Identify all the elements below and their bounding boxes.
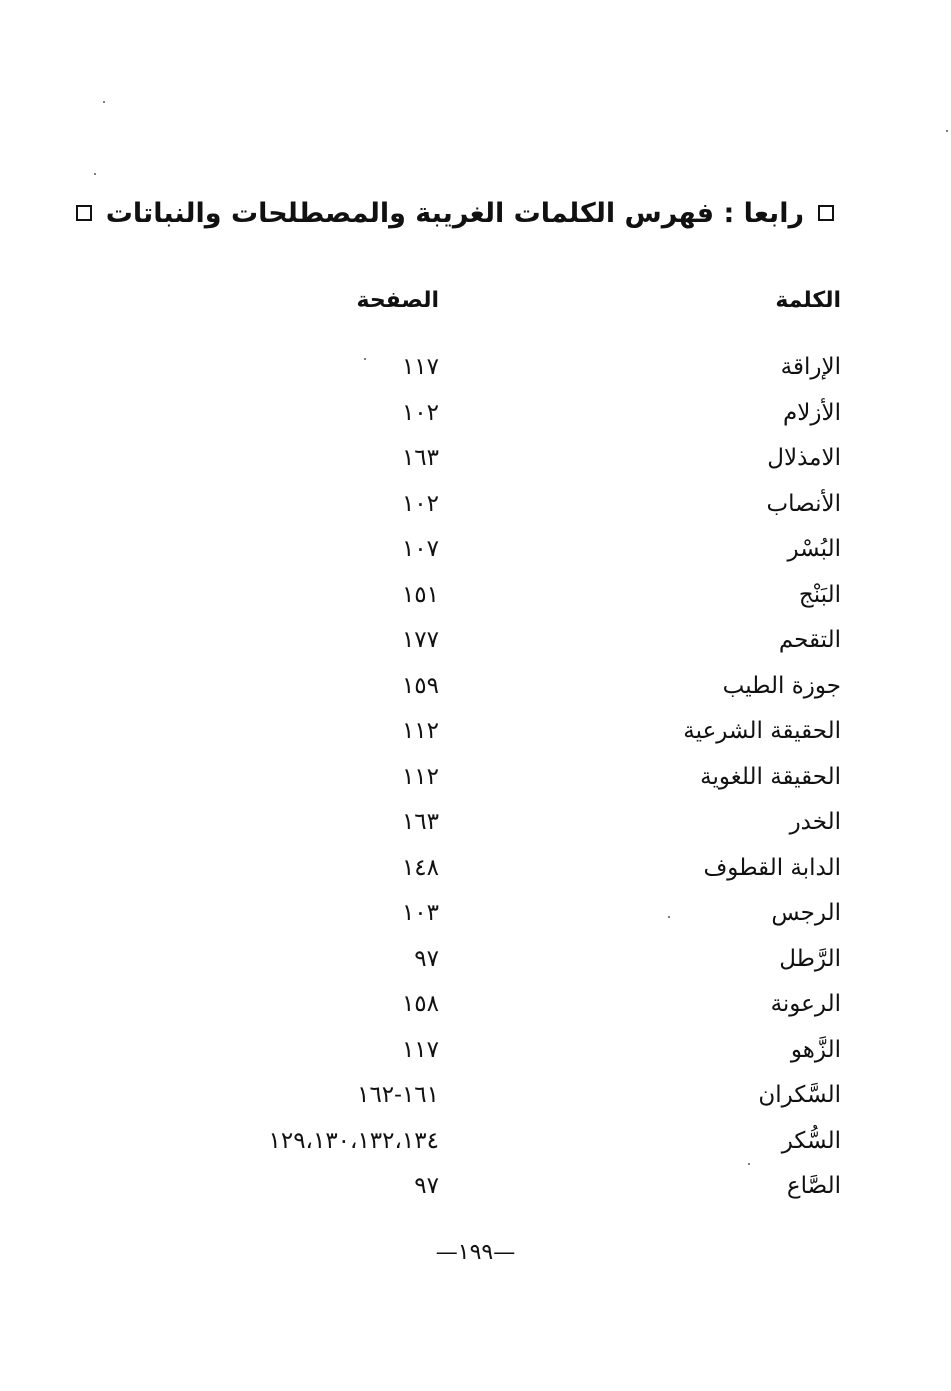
entry-word: جوزة الطيب — [722, 672, 841, 699]
entry-word: البُسْر — [787, 536, 841, 562]
entry-page: ١١٢ — [401, 763, 439, 790]
index-entry — [0, 667, 951, 713]
entry-page: ١٦٣ — [401, 809, 439, 835]
entry-word: الرَّطل — [779, 945, 841, 972]
column-header-page: الصفحة — [356, 288, 439, 313]
entry-word: الدابة القطوف — [703, 854, 841, 881]
entry-page: ١٧٧ — [401, 627, 439, 653]
index-entry — [0, 985, 951, 1031]
entry-word: الامذلال — [767, 445, 841, 471]
scan-speck — [748, 1163, 750, 1165]
scan-speck — [946, 130, 948, 132]
entry-page: ١٦٣ — [401, 445, 439, 471]
index-entry — [0, 621, 951, 667]
index-entry — [0, 1167, 951, 1213]
checkbox-square-icon-right — [818, 205, 834, 221]
entry-page: ١٢٩،١٣٠،١٣٢،١٣٤ — [268, 1127, 439, 1154]
entry-word: الرعونة — [770, 991, 841, 1017]
entry-word: الأنصاب — [766, 490, 841, 517]
index-entry — [0, 485, 951, 531]
entry-page: ١٦١-١٦٢ — [357, 1082, 439, 1108]
page-number: —١٩٩— — [435, 1240, 516, 1265]
entry-word: الخدر — [789, 809, 841, 835]
index-entry — [0, 439, 951, 485]
column-header-word: الكلمة — [775, 288, 841, 313]
index-entry — [0, 894, 951, 940]
index-entry — [0, 576, 951, 622]
entry-page: ١٥١ — [401, 581, 439, 608]
entry-page: ٩٧ — [414, 945, 439, 972]
scan-speck — [364, 358, 366, 360]
index-entries — [0, 348, 951, 1213]
index-entry — [0, 849, 951, 895]
entry-word: الأزلام — [783, 399, 841, 426]
index-entry — [0, 1122, 951, 1168]
checkbox-square-icon-left — [76, 205, 92, 221]
index-entry — [0, 1076, 951, 1122]
index-entry — [0, 712, 951, 758]
index-entry — [0, 530, 951, 576]
entry-page: ٩٧ — [414, 1173, 439, 1199]
entry-page: ١٠٧ — [401, 536, 439, 562]
section-title: رابعا : فهرس الكلمات الغريبة والمصطلحات والنباتات — [105, 197, 804, 229]
entry-page: ١١٧ — [401, 1036, 439, 1063]
section-title-row — [105, 190, 834, 236]
index-entry — [0, 940, 951, 986]
entry-page: ١١٢ — [401, 718, 439, 744]
entry-word: الصَّاع — [786, 1173, 841, 1199]
entry-page: ١٥٨ — [401, 991, 439, 1017]
entry-word: الحقيقة اللغوية — [700, 763, 841, 790]
scan-speck — [668, 916, 670, 918]
entry-word: الرجس — [771, 900, 841, 926]
index-entry — [0, 394, 951, 440]
scan-speck — [103, 101, 105, 103]
index-entry — [0, 803, 951, 849]
entry-page: ١٤٨ — [401, 854, 439, 881]
entry-page: ١٠٢ — [401, 399, 439, 426]
index-header-row — [0, 288, 951, 324]
entry-page: ١٠٣ — [401, 900, 439, 926]
entry-word: السَّكران — [758, 1082, 841, 1108]
entry-word: الزَّهو — [790, 1036, 841, 1063]
entry-page: ١٠٢ — [401, 490, 439, 517]
index-entry — [0, 758, 951, 804]
index-entry — [0, 348, 951, 394]
entry-word: السُّكر — [781, 1127, 841, 1154]
entry-word: التقحم — [778, 627, 841, 653]
entry-page: ١١٧ — [401, 354, 439, 380]
scan-speck — [94, 173, 96, 175]
entry-word: الحقيقة الشرعية — [683, 718, 841, 744]
entry-word: البَنْج — [798, 581, 841, 608]
entry-word: الإراقة — [780, 354, 841, 380]
entry-page: ١٥٩ — [401, 672, 439, 699]
index-entry — [0, 1031, 951, 1077]
